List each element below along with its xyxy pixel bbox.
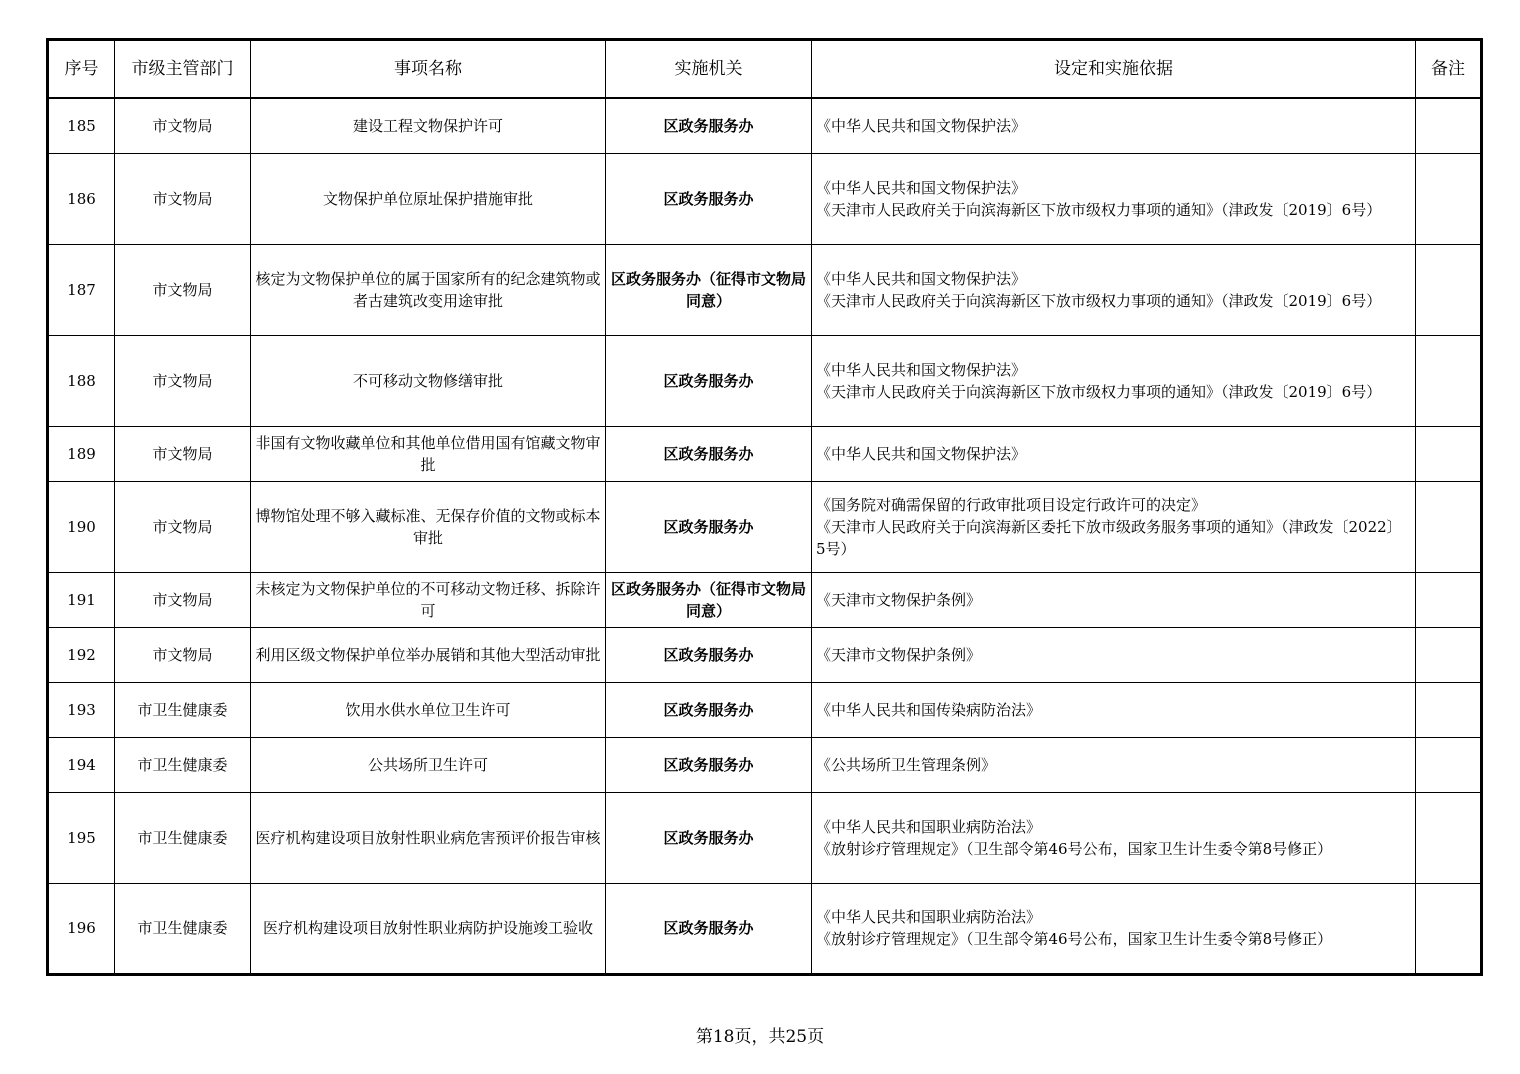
header-agency: 实施机关 [606, 40, 812, 99]
cell-basis [812, 627, 1416, 682]
basis-line: 《中华人民共和国文物保护法》 [816, 269, 1027, 288]
cell-dept: 市文物局 [115, 627, 251, 682]
cell-remark [1416, 98, 1482, 153]
cell-remark [1416, 481, 1482, 572]
cell-agency: 区政务服务办 [606, 627, 812, 682]
cell-remark [1416, 792, 1482, 883]
cell-dept: 市卫生健康委 [115, 792, 251, 883]
header-dept: 市级主管部门 [115, 40, 251, 99]
cell-dept: 市文物局 [115, 481, 251, 572]
table-row [48, 153, 1482, 244]
table-row [48, 481, 1482, 572]
header-no: 序号 [48, 40, 115, 99]
cell-agency: 区政务服务办 [606, 682, 812, 737]
cell-no: 187 [48, 244, 115, 335]
cell-remark [1416, 737, 1482, 792]
cell-item: 文物保护单位原址保护措施审批 [251, 153, 606, 244]
cell-basis [812, 244, 1416, 335]
basis-line: 《天津市人民政府关于向滨海新区委托下放市级政务服务事项的通知》（津政发〔2022〕5号） [816, 517, 1402, 558]
cell-dept: 市文物局 [115, 335, 251, 426]
cell-agency: 区政务服务办（征得市文物局同意） [606, 244, 812, 335]
cell-agency: 区政务服务办 [606, 153, 812, 244]
header-basis: 设定和实施依据 [812, 40, 1416, 99]
basis-line: 《天津市人民政府关于向滨海新区下放市级权力事项的通知》（津政发〔2019〕6号） [816, 382, 1382, 401]
cell-agency: 区政务服务办 [606, 426, 812, 481]
basis-line: 《天津市人民政府关于向滨海新区下放市级权力事项的通知》（津政发〔2019〕6号） [816, 200, 1382, 219]
cell-no: 192 [48, 627, 115, 682]
table-row [48, 98, 1482, 153]
table-row [48, 426, 1482, 481]
table-row [48, 883, 1482, 974]
table-row [48, 627, 1482, 682]
basis-line: 《中华人民共和国职业病防治法》 [816, 908, 1042, 926]
cell-agency: 区政务服务办 [606, 98, 812, 153]
cell-item: 非国有文物收藏单位和其他单位借用国有馆藏文物审批 [251, 426, 606, 481]
cell-no: 194 [48, 737, 115, 792]
cell-basis [812, 792, 1416, 883]
cell-dept: 市卫生健康委 [115, 883, 251, 974]
basis-line: 《中华人民共和国传染病防治法》 [816, 700, 1042, 719]
table-row [48, 572, 1482, 627]
page-number: 第18页，共25页 [695, 1027, 825, 1047]
cell-item: 博物馆处理不够入藏标准、无保存价值的文物或标本审批 [251, 481, 606, 572]
cell-agency: 区政务服务办 [606, 737, 812, 792]
cell-dept: 市文物局 [115, 426, 251, 481]
table-body [48, 98, 1482, 974]
cell-remark [1416, 883, 1482, 974]
cell-item: 饮用水供水单位卫生许可 [251, 682, 606, 737]
table-header [48, 40, 1482, 99]
basis-line: 《放射诊疗管理规定》（卫生部令第46号公布，国家卫生计生委令第8号修正） [816, 930, 1333, 948]
cell-agency: 区政务服务办 [606, 481, 812, 572]
cell-agency: 区政务服务办 [606, 335, 812, 426]
basis-line: 《中华人民共和国职业病防治法》 [816, 817, 1042, 836]
basis-line: 《中华人民共和国文物保护法》 [816, 116, 1027, 135]
table-row [48, 737, 1482, 792]
basis-line: 《天津市人民政府关于向滨海新区下放市级权力事项的通知》（津政发〔2019〕6号） [816, 291, 1382, 310]
cell-no: 185 [48, 98, 115, 153]
cell-dept: 市文物局 [115, 98, 251, 153]
permission-table [46, 38, 1483, 976]
cell-no: 189 [48, 426, 115, 481]
cell-basis [812, 335, 1416, 426]
cell-basis [812, 98, 1416, 153]
cell-item: 建设工程文物保护许可 [251, 98, 606, 153]
basis-line: 《天津市文物保护条例》 [816, 645, 982, 664]
table-row [48, 792, 1482, 883]
cell-no: 191 [48, 572, 115, 627]
cell-dept: 市卫生健康委 [115, 737, 251, 792]
cell-dept: 市文物局 [115, 572, 251, 627]
cell-no: 195 [48, 792, 115, 883]
cell-agency: 区政务服务办 [606, 883, 812, 974]
cell-basis [812, 426, 1416, 481]
cell-item: 医疗机构建设项目放射性职业病危害预评价报告审核 [251, 792, 606, 883]
cell-basis [812, 153, 1416, 244]
cell-item: 不可移动文物修缮审批 [251, 335, 606, 426]
basis-line: 《国务院对确需保留的行政审批项目设定行政许可的决定》 [816, 495, 1207, 514]
cell-item: 公共场所卫生许可 [251, 737, 606, 792]
basis-line: 《公共场所卫生管理条例》 [816, 755, 997, 774]
cell-dept: 市文物局 [115, 244, 251, 335]
cell-remark [1416, 627, 1482, 682]
cell-dept: 市卫生健康委 [115, 682, 251, 737]
cell-basis [812, 572, 1416, 627]
header-item: 事项名称 [251, 40, 606, 99]
cell-remark [1416, 572, 1482, 627]
cell-item: 核定为文物保护单位的属于国家所有的纪念建筑物或者古建筑改变用途审批 [251, 244, 606, 335]
table-row [48, 244, 1482, 335]
cell-no: 186 [48, 153, 115, 244]
cell-remark [1416, 244, 1482, 335]
cell-no: 193 [48, 682, 115, 737]
cell-agency: 区政务服务办（征得市文物局同意） [606, 572, 812, 627]
cell-item: 未核定为文物保护单位的不可移动文物迁移、拆除许可 [251, 572, 606, 627]
cell-basis [812, 481, 1416, 572]
cell-no: 190 [48, 481, 115, 572]
cell-agency: 区政务服务办 [606, 792, 812, 883]
cell-remark [1416, 153, 1482, 244]
basis-line: 《中华人民共和国文物保护法》 [816, 178, 1027, 197]
basis-line: 《天津市文物保护条例》 [816, 590, 982, 609]
cell-item: 医疗机构建设项目放射性职业病防护设施竣工验收 [251, 883, 606, 974]
table-row [48, 682, 1482, 737]
cell-basis [812, 737, 1416, 792]
cell-basis [812, 883, 1416, 974]
cell-no: 188 [48, 335, 115, 426]
header-remark: 备注 [1416, 40, 1482, 99]
cell-remark [1416, 335, 1482, 426]
basis-line: 《放射诊疗管理规定》（卫生部令第46号公布，国家卫生计生委令第8号修正） [816, 839, 1333, 858]
basis-line: 《中华人民共和国文物保护法》 [816, 360, 1027, 379]
cell-dept: 市文物局 [115, 153, 251, 244]
table-row [48, 335, 1482, 426]
cell-remark [1416, 426, 1482, 481]
cell-remark [1416, 682, 1482, 737]
cell-basis [812, 682, 1416, 737]
cell-no: 196 [48, 883, 115, 974]
cell-item: 利用区级文物保护单位举办展销和其他大型活动审批 [251, 627, 606, 682]
basis-line: 《中华人民共和国文物保护法》 [816, 444, 1027, 463]
